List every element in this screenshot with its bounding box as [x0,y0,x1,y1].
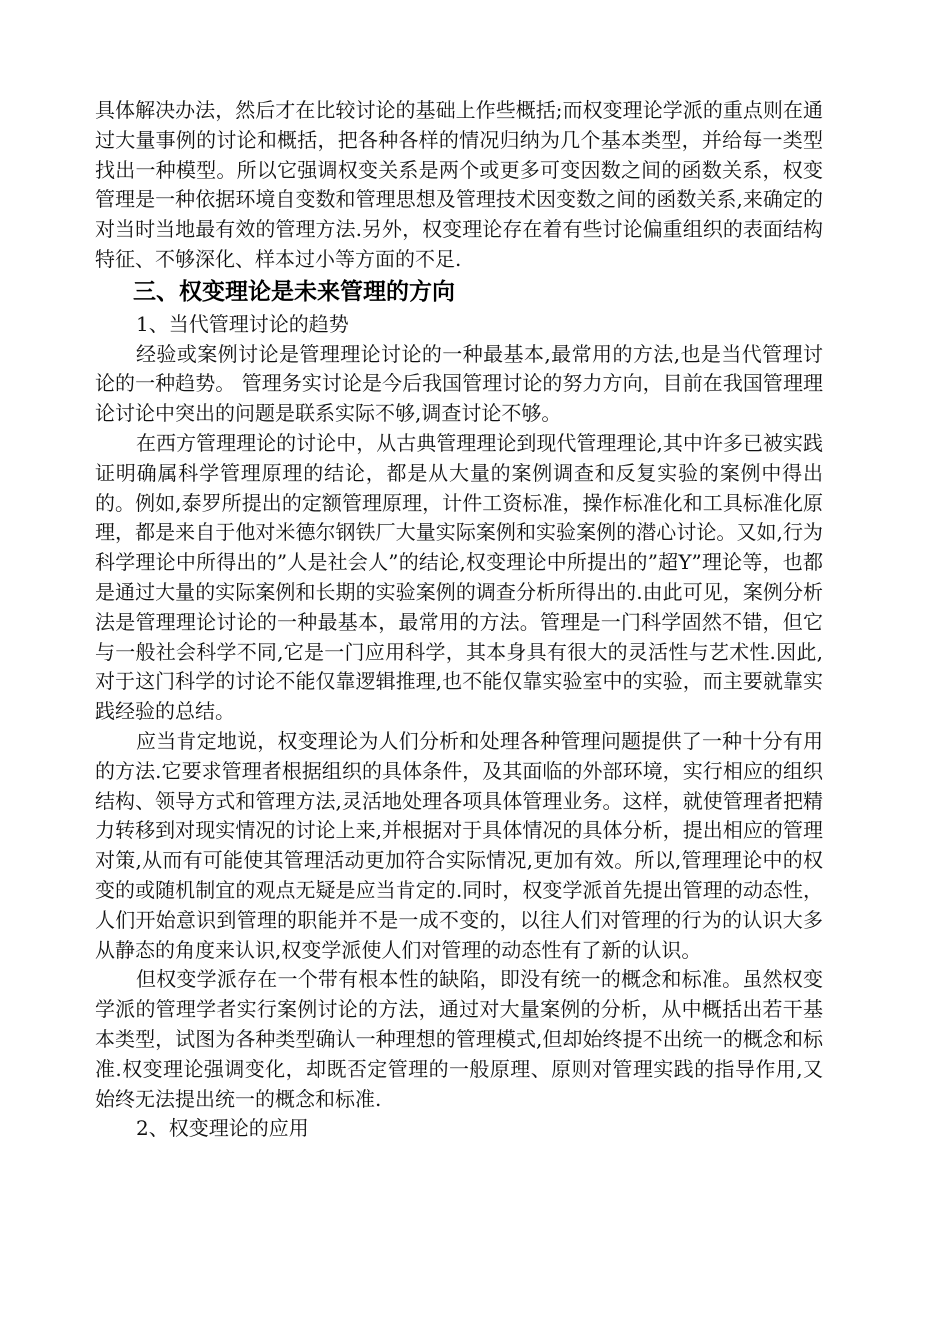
subheading-trends: 1、当代管理讨论的趋势 [136,311,349,336]
paragraph-defect: 但权变学派存在一个带有根本性的缺陷，即没有统一的概念和标准。虽然权变学派的管理学者实行案例讨论的方法，通过对大量案例的分析，从中概括出若干基本类型，试图为各种类型确认一种理想的管理模式,但却始终提不出统一的概念和标准.权变理论强调变化，却既否定管理的一般原理、原则对管理实践的指导作用,又始终无法提出统一的概念和标准. [95,967,823,1111]
paragraph-affirmation: 应当肯定地说，权变理论为人们分析和处理各种管理问题提供了一种十分有用的方法.它要求管理者根据组织的具体条件，及其面临的外部环境，实行相应的组织结构、领导方式和管理方法,灵活地处理各项具体管理业务。这样，就使管理者把精力转移到对现实情况的讨论上来,并根据对于具体情况的具体分析，提出相应的管理对策,从而有可能使其管理活动更加符合实际情况,更加有效。所以,管理理论中的权变的或随机制宜的观点无疑是应当肯定的.同时，权变学派首先提出管理的动态性，人们开始意识到管理的职能并不是一成不变的，以往人们对管理的行为的认识大多从静态的角度来认识,权变学派使人们对管理的动态性有了新的认识。 [95,728,823,962]
paragraph-case-study: 经验或案例讨论是管理理论讨论的一种最基本,最常用的方法,也是当代管理讨论的一种趋势。 管理务实讨论是今后我国管理讨论的努力方向，目前在我国管理理论讨论中突出的问题是联系实际不够,调查讨论不够。 [95,341,823,426]
subheading-application: 2、权变理论的应用 [136,1116,309,1141]
paragraph-continuation: 具体解决办法，然后才在比较讨论的基础上作些概括;而权变理论学派的重点则在通过大量事例的讨论和概括，把各种各样的情况归纳为几个基本类型，并给每一类型找出一种模型。所以它强调权变关系是两个或更多可变因数之间的函数关系，权变管理是一种依据环境自变数和管理思想及管理技术因变数之间的函数关系,来确定的对当时当地最有效的管理方法.另外，权变理论存在着有些讨论偏重组织的表面结构特征、不够深化、样本过小等方面的不足. [95,98,823,271]
section-heading: 三、权变理论是未来管理的方向 [133,278,455,305]
document-body [95,96,823,1144]
paragraph-western-theory: 在西方管理理论的讨论中，从古典管理理论到现代管理理论,其中许多已被实践证明确属科学管理原理的结论，都是从大量的案例调查和反复实验的案例中得出的。例如,泰罗所提出的定额管理原理，计件工资标准，操作标准化和工具标准化原理，都是来自于他对米德尔钢铁厂大量实际案例和实验案例的潜心讨论。又如,行为科学理论中所得出的”人是社会人”的结论,权变理论中所提出的”超Y”理论等，也都是通过大量的实际案例和长期的实验案例的调查分析所得出的.由此可见，案例分析法是管理理论讨论的一种最基本，最常用的方法。管理是一门科学固然不错，但它与一般社会科学不同,它是一门应用科学，其本身具有很大的灵活性与艺术性.因此,对于这门科学的讨论不能仅靠逻辑推理,也不能仅靠实验室中的实验，而主要就靠实践经验的总结。 [95,430,823,724]
